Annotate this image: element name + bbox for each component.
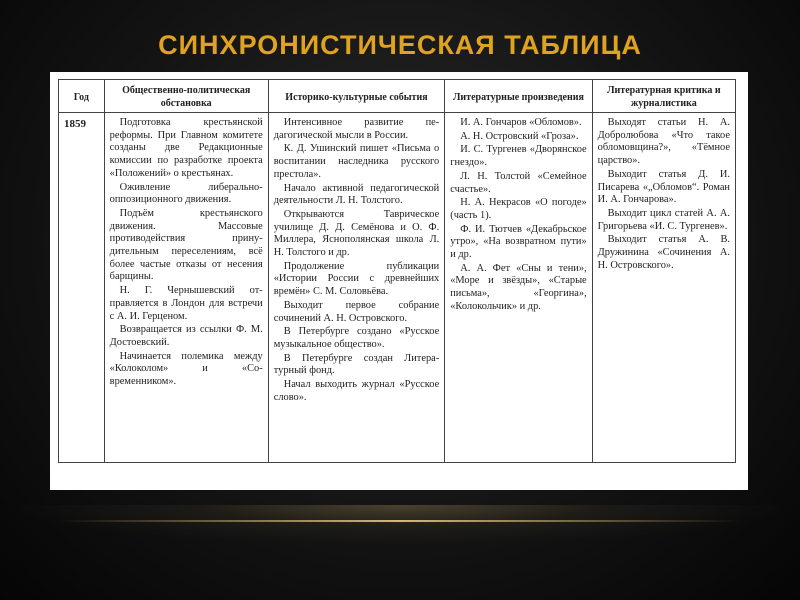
year-value: 1859 (64, 118, 86, 130)
cell-literary-works (445, 113, 592, 463)
cell-political (104, 113, 268, 463)
literary-paragraph: А. Н. Островский «Гроза». (460, 130, 579, 142)
cultural-paragraph: Выходит первое собрание сочинений А. Н. Островского. (273, 299, 440, 324)
political-paragraph: Оживление либерально-оппозиционного движения. (109, 181, 263, 206)
header-political: Общественно-политическая обстановка (104, 80, 268, 113)
cultural-paragraph: Открываются Таврическое училище Д. Д. Семёнова и О. Ф. Миллера, Яснополянская школа Л. Н. Толстого и др. (273, 208, 440, 259)
criticism-paragraph: Выходит цикл статей А. А. Григорьева «И. С. Тургенев». (597, 207, 730, 232)
floor-highlight-line (60, 520, 740, 522)
header-criticism: Литературная критика и журналистика (592, 80, 735, 113)
slide-title: СИНХРОНИСТИЧЕСКАЯ ТАБЛИЦА (158, 30, 642, 60)
table-header-row (59, 80, 736, 113)
literary-paragraph: И. А. Гончаров «Обломов». (460, 117, 582, 128)
political-paragraph: Н. Г. Чернышевский отправляется в Лондон для встречи с А. И. Герценом. (109, 285, 263, 322)
cell-cultural (268, 113, 445, 463)
cultural-paragraph: В Петербурге создан Литературный фонд. (273, 352, 440, 377)
criticism-paragraph: Выходит статья А. В. Дружинина «Сочинения А. Н. Островского». (597, 234, 730, 271)
cultural-paragraph: В Петербурге создано «Русское музыкальное общество». (273, 326, 440, 350)
literary-paragraph: А. А. Фет «Сны и тени», «Море и звёзды», «Старые письма», «Георгина», «Колокольчик» и др. (450, 262, 587, 312)
cell-year (59, 113, 105, 463)
header-cultural: Историко-культурные события (268, 80, 445, 113)
cultural-paragraph: Начало активной педагогической деятельности Л. Н. Толстого. (273, 182, 440, 207)
criticism-paragraph: Выходят статьи Н. А. Добролюбова «Что такое обломовщина?», «Тёмное царство». (597, 117, 730, 167)
cultural-paragraph: Начал выходить журнал «Русское слово». (273, 379, 440, 403)
literary-paragraph: Н. А. Некрасов «О погоде» (часть 1). (450, 197, 587, 221)
table-row (59, 113, 736, 463)
cell-criticism (592, 113, 735, 463)
table-sheet (50, 72, 748, 490)
political-paragraph: Подъём крестьянского движения. Массовые противодействия принудительным переселениям, всё более частые отказы от несения барщины. (109, 207, 263, 283)
floor-glow (0, 505, 800, 545)
political-paragraph: Возвращается из ссылки Ф. М. Достоевский. (109, 324, 263, 348)
literary-paragraph: Ф. И. Тютчев «Декабрьское утро», «На возвратном пути» и др. (450, 223, 587, 261)
cultural-paragraph: К. Д. Ушинский пишет «Письма о воспитании наследника русского престола». (273, 143, 440, 180)
literary-paragraph: Л. Н. Толстой «Семейное счастье». (450, 170, 587, 195)
header-literary-works: Литературные произведения (445, 80, 592, 113)
literary-paragraph: И. С. Тургенев «Дворянское гнездо». (450, 144, 587, 169)
political-paragraph: Подготовка крестьянской реформы. При Главном комитете созданы две Редакционные комиссии по разработке проекта «Положений» о крестьянах. (109, 117, 263, 179)
synchronistic-table (58, 79, 736, 463)
criticism-paragraph: Выходит статья Д. И. Писарева «„Обломов“. Роман И. А. Гончарова». (597, 168, 730, 206)
cultural-paragraph: Интенсивное развитие педагогической мысли в России. (273, 117, 440, 141)
political-paragraph: Начинается полемика между «Колоколом» и «Современником». (109, 350, 263, 388)
header-year: Год (59, 80, 105, 113)
cultural-paragraph: Продолжение публикации «Истории России с древнейших времён» С. М. Соловьёва. (273, 260, 440, 298)
